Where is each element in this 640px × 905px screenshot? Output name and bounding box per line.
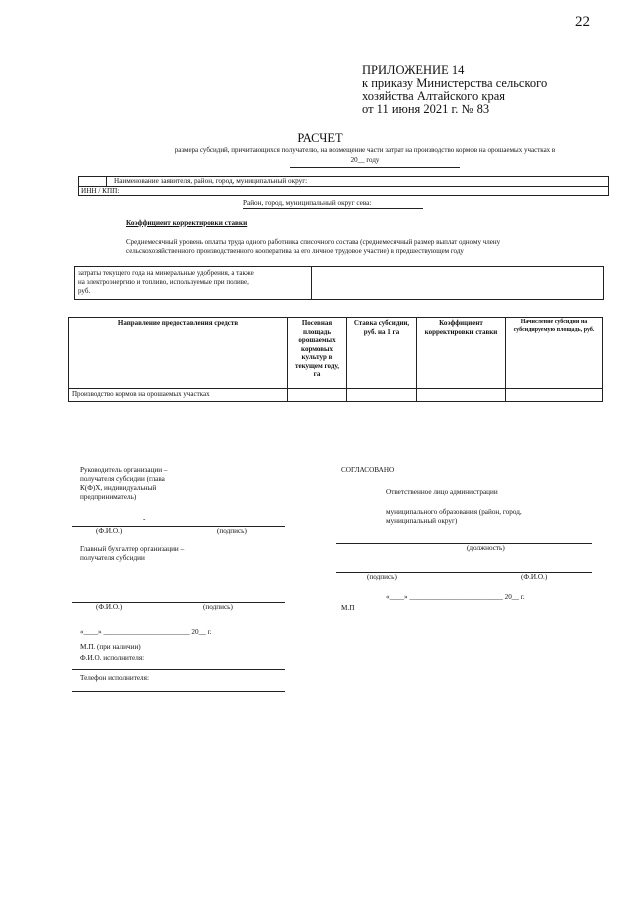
applicant-box-midline <box>79 186 608 187</box>
appendix-line-4: от 11 июня 2021 г. № 83 <box>362 102 490 116</box>
header-coef: Коэффициент корректировки ставки <box>417 318 506 389</box>
appendix-line-1: ПРИЛОЖЕНИЕ 14 <box>362 63 465 77</box>
header-accrual: Начисление субсидии на субсидируемую площадь, руб. <box>506 318 603 389</box>
accountant-fio-label: (Ф.И.О.) <box>96 603 123 611</box>
avg-salary-line-2: сельскохозяйственного производственного кооператива за его личное трудовое участие) в предшествующем году <box>126 247 464 255</box>
municipal-line-2: муниципальный округ) <box>386 517 458 525</box>
head-dash: - <box>143 515 146 523</box>
accountant-block <box>80 545 280 563</box>
avg-salary-line-1: Среднемесячный уровень оплаты труда одного работника списочного состава (среднемесячный размер выплат одному члену <box>126 238 501 246</box>
inn-label: ИНН / КПП: <box>81 187 120 195</box>
right-signature-label: (подпись) <box>367 573 397 581</box>
cell-rate[interactable] <box>347 389 417 402</box>
position-label: (должность) <box>467 544 505 552</box>
sowing-area-underline <box>243 208 423 209</box>
subtitle-line-1: размера субсидий, причитающихся получателю, на возмещение части затрат на производство кормов на орошаемых участках в <box>174 146 556 154</box>
costs-line-2: на электроэнергию и топливо, используемые при поливе, <box>78 278 249 286</box>
accountant-signature-label: (подпись) <box>203 603 233 611</box>
head-fio-label: (Ф.И.О.) <box>96 527 123 535</box>
subsidy-table <box>68 317 603 402</box>
costs-line-3: руб. <box>78 287 91 295</box>
cell-accrual[interactable] <box>506 389 603 402</box>
appendix-line-2: к приказу Министерства сельского <box>362 76 548 90</box>
right-date: «____» __________________________ 20__ г. <box>386 593 525 601</box>
costs-box <box>74 266 604 300</box>
avg-salary-text <box>126 238 606 256</box>
executor-line <box>72 669 285 670</box>
phone-label: Телефон исполнителя: <box>80 674 149 682</box>
head-line-2: получателя субсидии (глава <box>80 475 165 483</box>
costs-text <box>78 269 308 296</box>
applicant-label: Наименование заявителя, район, город, муниципальный округ: <box>114 177 308 185</box>
right-fio-label: (Ф.И.О.) <box>521 573 548 581</box>
left-date: «____» ________________________ 20__ г. <box>80 628 212 636</box>
cell-coef[interactable] <box>417 389 506 402</box>
municipal-line-1: муниципального образования (район, город, <box>386 508 522 516</box>
executor-label: Ф.И.О. исполнителя: <box>80 654 145 662</box>
accountant-line-2: получателя субсидии <box>80 554 145 562</box>
accountant-line-1: Главный бухгалтер организации – <box>80 545 185 553</box>
table-header-row <box>69 318 603 389</box>
table-row <box>69 389 603 402</box>
right-stamp: М.П <box>341 604 355 612</box>
costs-line-1: затраты текущего года на минеральные удобрения, а также <box>78 269 254 277</box>
page-number: 22 <box>575 14 590 30</box>
applicant-box <box>78 176 609 196</box>
head-signature-label: (подпись) <box>217 527 247 535</box>
municipal-block <box>386 508 586 526</box>
appendix-block <box>362 64 592 116</box>
head-signature-block <box>80 466 280 502</box>
cell-direction: Производство кормов на орошаемых участках <box>69 389 288 402</box>
coef-heading: Коэффициент корректировки ставки <box>126 219 248 227</box>
subtitle-line-2: 20__ году <box>350 156 380 164</box>
costs-box-divider <box>311 267 312 299</box>
document-subtitle <box>130 145 600 165</box>
head-line-4: предприниматель) <box>80 493 137 501</box>
header-rate: Ставка субсидии, руб. на 1 га <box>347 318 417 389</box>
head-line-3: К(Ф)Х, индивидуальный <box>80 484 157 492</box>
phone-line <box>72 691 285 692</box>
agreed-label: СОГЛАСОВАНО <box>341 466 395 474</box>
header-area: Посевная площадь орошаемых кормовых культур в текущем году, га <box>288 318 347 389</box>
position-line <box>336 543 592 544</box>
cell-area[interactable] <box>288 389 347 402</box>
appendix-line-3: хозяйства Алтайского края <box>362 89 505 103</box>
sowing-area-label: Район, город, муниципальный округ сева: <box>243 199 372 207</box>
header-direction: Направление предоставления средств <box>69 318 288 389</box>
head-line-1: Руководитель организации – <box>80 466 168 474</box>
document-title: РАСЧЕТ <box>297 131 343 145</box>
responsible-label: Ответственное лицо администрации <box>386 488 498 496</box>
left-stamp: М.П. (при наличии) <box>80 643 141 651</box>
subtitle-underline <box>290 167 460 168</box>
